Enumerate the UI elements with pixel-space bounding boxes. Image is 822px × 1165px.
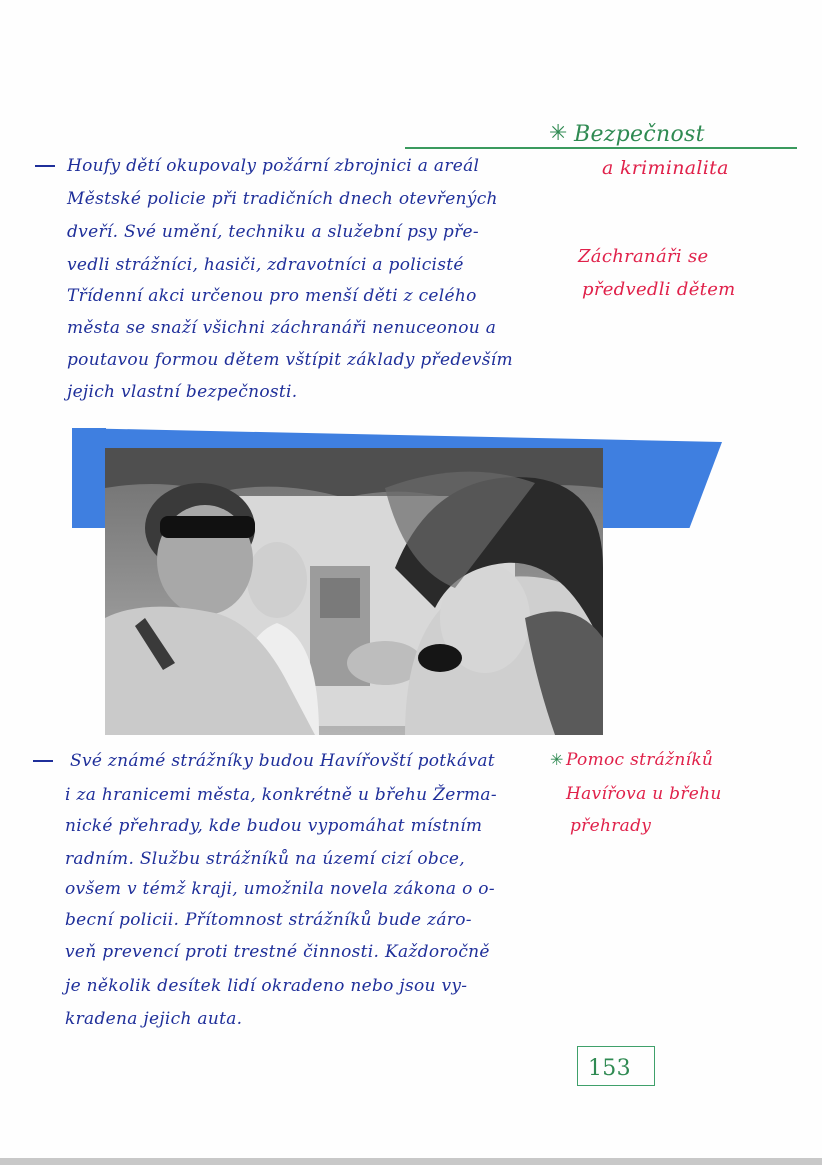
photo-backing-left: [72, 428, 106, 528]
text-line: je několik desítek lidí okradeno nebo jsou vy-: [65, 976, 468, 996]
photo-illustration: [105, 448, 603, 735]
text-line: Své známé strážníky budou Havířovští potkávat: [70, 751, 495, 771]
text-line: ovšem v témž kraji, umožnila novela zákona o o-: [65, 879, 495, 899]
text-line: poutavou formou dětem vštípit základy především: [67, 350, 513, 370]
text-line: Houfy dětí okupovaly požární zbrojnici a areál: [67, 156, 480, 176]
text-line: jejich vlastní bezpečnosti.: [67, 382, 298, 402]
page-bottom-edge: [0, 1158, 822, 1165]
text-line: veň prevencí proti trestné činnosti. Každoročně: [65, 942, 490, 962]
asterisk-icon: ✳: [550, 750, 564, 769]
text-line: města se snaží všichni záchranáři nenuceonou a: [67, 318, 497, 338]
text-line: becní policii. Přítomnost strážníků bude záro-: [65, 910, 472, 930]
margin-note-line: předvedli dětem: [582, 279, 736, 300]
text-line: vedli strážníci, hasiči, zdravotníci a policisté: [67, 255, 464, 275]
text-line: i za hranicemi města, konkrétně u břehu Žerma-: [65, 785, 497, 805]
text-line: Městské policie při tradičních dnech otevřených: [67, 189, 498, 209]
asterisk-icon: ✳: [549, 121, 568, 146]
margin-note-line: Havířova u břehu: [566, 784, 722, 804]
margin-note-line: přehrady: [570, 816, 652, 836]
page-number: 153: [588, 1056, 631, 1081]
paragraph-dash: [33, 760, 53, 762]
margin-note-line: Záchranáři se: [578, 246, 709, 267]
text-line: radním. Službu strážníků na území cizí obce,: [65, 849, 465, 869]
section-heading: Bezpečnost: [574, 122, 705, 147]
paragraph-dash: [35, 165, 55, 167]
newspaper-photo: [105, 448, 603, 735]
section-subheading: a kriminalita: [602, 157, 729, 179]
text-line: Třídenní akci určenou pro menší děti z celého: [67, 286, 477, 306]
text-line: dveří. Své umění, techniku a služební psy pře-: [67, 222, 479, 242]
margin-note-line: Pomoc strážníků: [566, 750, 714, 770]
text-line: kradena jejich auta.: [65, 1009, 243, 1029]
text-line: nické přehrady, kde budou vypomáhat místním: [65, 816, 483, 836]
section-rule: [405, 147, 797, 149]
